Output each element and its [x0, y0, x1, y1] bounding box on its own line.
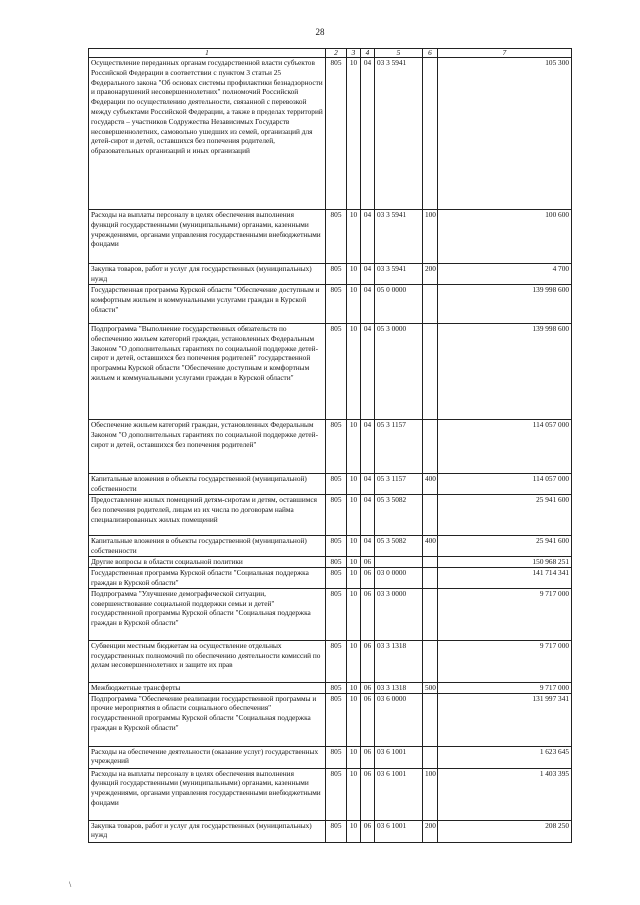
table-row — [89, 58, 572, 210]
subsection-code: 06 — [361, 693, 375, 746]
target-article-code: 03 3 0000 — [375, 588, 423, 640]
subsection-code: 06 — [361, 567, 375, 588]
target-article-code: 03 6 1001 — [375, 820, 423, 842]
target-article-code: 05 3 1157 — [375, 420, 423, 474]
budget-table — [88, 48, 572, 843]
table-header-row — [89, 49, 572, 58]
target-article-code: 03 3 5941 — [375, 210, 423, 264]
ministry-code: 805 — [326, 474, 347, 495]
section-code: 10 — [347, 324, 361, 420]
table-row — [89, 420, 572, 474]
subsection-code: 06 — [361, 640, 375, 682]
subsection-code: 06 — [361, 557, 375, 568]
target-article-code: 03 3 5941 — [375, 264, 423, 285]
section-code: 10 — [347, 640, 361, 682]
row-name: Закупка товаров, работ и услуг для государственных (муниципальных) нужд — [89, 820, 326, 842]
table-row — [89, 682, 572, 693]
section-code: 10 — [347, 588, 361, 640]
subsection-code: 06 — [361, 746, 375, 768]
table-row — [89, 746, 572, 768]
ministry-code: 805 — [326, 536, 347, 557]
ministry-code: 805 — [326, 768, 347, 820]
ministry-code: 805 — [326, 588, 347, 640]
section-code: 10 — [347, 210, 361, 264]
col-header-5: 5 — [375, 49, 423, 58]
subsection-code: 06 — [361, 588, 375, 640]
target-article-code: 03 6 1001 — [375, 746, 423, 768]
col-header-4: 4 — [361, 49, 375, 58]
col-header-3: 3 — [347, 49, 361, 58]
subsection-code: 06 — [361, 820, 375, 842]
amount: 131 997 341 — [438, 693, 572, 746]
table-row — [89, 210, 572, 264]
amount: 9 717 000 — [438, 682, 572, 693]
section-code: 10 — [347, 557, 361, 568]
section-code: 10 — [347, 768, 361, 820]
section-code: 10 — [347, 682, 361, 693]
row-name: Расходы на выплаты персоналу в целях обеспечения выполнения функций государственными (муниципальными) органами, казенными учреждениями, органами управления государственными внебюджетными фондами — [89, 210, 326, 264]
ministry-code: 805 — [326, 210, 347, 264]
ministry-code: 805 — [326, 693, 347, 746]
expense-type-code — [423, 693, 438, 746]
section-code: 10 — [347, 746, 361, 768]
expense-type-code — [423, 495, 438, 536]
target-article-code: 03 3 5941 — [375, 58, 423, 210]
ministry-code: 805 — [326, 682, 347, 693]
target-article-code: 05 3 5082 — [375, 536, 423, 557]
subsection-code: 04 — [361, 420, 375, 474]
table-row — [89, 324, 572, 420]
row-name: Субвенции местным бюджетам на осуществление отдельных государственных полномочий по обеспечению деятельности комиссий по делам несовершеннолетних и защите их прав — [89, 640, 326, 682]
row-name: Государственная программа Курской области "Обеспечение доступным и комфортным жильем и коммунальными услугами граждан в Курской области" — [89, 285, 326, 324]
section-code: 10 — [347, 820, 361, 842]
subsection-code: 04 — [361, 474, 375, 495]
ministry-code: 805 — [326, 324, 347, 420]
page-number: 28 — [315, 27, 325, 37]
table-row — [89, 768, 572, 820]
expense-type-code — [423, 420, 438, 474]
target-article-code — [375, 557, 423, 568]
expense-type-code — [423, 588, 438, 640]
ministry-code: 805 — [326, 420, 347, 474]
target-article-code: 03 6 0000 — [375, 693, 423, 746]
row-name: Предоставление жилых помещений детям-сиротам и детям, оставшимся без попечения родителей, лицам из их числа по договорам найма специализированных жилых помещений — [89, 495, 326, 536]
col-header-1: 1 — [89, 49, 326, 58]
expense-type-code: 400 — [423, 536, 438, 557]
target-article-code: 03 0 0000 — [375, 567, 423, 588]
row-name: Обеспечение жильем категорий граждан, установленных Федеральным Законом "О дополнительных гарантиях по социальной поддержке детей-сирот и детей, оставшихся без попечения родителей" — [89, 420, 326, 474]
target-article-code: 05 3 5082 — [375, 495, 423, 536]
row-name: Подпрограмма "Обеспечение реализации государственной программы и прочие мероприятия в области социального обеспечения" государственной программы Курской области "Социальная поддержка граждан в Курской области" — [89, 693, 326, 746]
amount: 9 717 000 — [438, 588, 572, 640]
table-row — [89, 567, 572, 588]
section-code: 10 — [347, 495, 361, 536]
expense-type-code: 500 — [423, 682, 438, 693]
amount: 1 623 645 — [438, 746, 572, 768]
ministry-code: 805 — [326, 285, 347, 324]
section-code: 10 — [347, 536, 361, 557]
section-code: 10 — [347, 567, 361, 588]
amount: 114 057 000 — [438, 474, 572, 495]
expense-type-code — [423, 285, 438, 324]
table-row — [89, 536, 572, 557]
ministry-code: 805 — [326, 567, 347, 588]
subsection-code: 04 — [361, 58, 375, 210]
col-header-7: 7 — [438, 49, 572, 58]
subsection-code: 04 — [361, 536, 375, 557]
row-name: Закупка товаров, работ и услуг для государственных (муниципальных) нужд — [89, 264, 326, 285]
subsection-code: 06 — [361, 768, 375, 820]
row-name: Осуществление переданных органам государственной власти субъектов Российской Федерации в соответствии с пунктом 3 статьи 25 Федерального закона "Об основах системы профилактики безнадзорности и правонарушений несовершеннолетних" полномочий Российской Федерации по осуществлению деятельности, связанной с перевозкой между субъектами Российской Федерации, а также в пределах территорий государств – участников Содружества Независимых Государств несовершеннолетних, самовольно ушедших из семей, организаций для детей-сирот и детей, оставшихся без попечения родителей, образовательных организаций и иных организаций — [89, 58, 326, 210]
amount: 139 998 600 — [438, 324, 572, 420]
amount: 208 250 — [438, 820, 572, 842]
section-code: 10 — [347, 474, 361, 495]
row-name: Государственная программа Курской области "Социальная поддержка граждан в Курской области" — [89, 567, 326, 588]
subsection-code: 04 — [361, 285, 375, 324]
target-article-code: 05 0 0000 — [375, 285, 423, 324]
subsection-code: 04 — [361, 495, 375, 536]
expense-type-code — [423, 746, 438, 768]
ministry-code: 805 — [326, 746, 347, 768]
row-name: Подпрограмма "Улучшение демографической ситуации, совершенствование социальной поддержки семьи и детей" государственной программы Курской области "Социальная поддержка граждан в Курской области" — [89, 588, 326, 640]
section-code: 10 — [347, 420, 361, 474]
table-row — [89, 495, 572, 536]
expense-type-code — [423, 640, 438, 682]
target-article-code: 03 3 1318 — [375, 682, 423, 693]
amount: 25 941 600 — [438, 536, 572, 557]
expense-type-code — [423, 567, 438, 588]
subsection-code: 06 — [361, 682, 375, 693]
target-article-code: 03 3 1318 — [375, 640, 423, 682]
section-code: 10 — [347, 693, 361, 746]
amount: 141 714 341 — [438, 567, 572, 588]
table-row — [89, 264, 572, 285]
col-header-2: 2 — [326, 49, 347, 58]
expense-type-code: 400 — [423, 474, 438, 495]
row-name: Расходы на выплаты персоналу в целях обеспечения выполнения функций государственными (муниципальными) органами, казенными учреждениями, органами управления государственными внебюджетными фондами — [89, 768, 326, 820]
table-row — [89, 693, 572, 746]
table-row — [89, 640, 572, 682]
expense-type-code: 100 — [423, 210, 438, 264]
amount: 105 300 — [438, 58, 572, 210]
target-article-code: 05 3 1157 — [375, 474, 423, 495]
table-row — [89, 588, 572, 640]
ministry-code: 805 — [326, 264, 347, 285]
amount: 4 700 — [438, 264, 572, 285]
subsection-code: 04 — [361, 324, 375, 420]
table-row — [89, 557, 572, 568]
table-row — [89, 474, 572, 495]
target-article-code: 03 6 1001 — [375, 768, 423, 820]
section-code: 10 — [347, 264, 361, 285]
subsection-code: 04 — [361, 264, 375, 285]
section-code: 10 — [347, 285, 361, 324]
section-code: 10 — [347, 58, 361, 210]
amount: 25 941 600 — [438, 495, 572, 536]
ministry-code: 805 — [326, 820, 347, 842]
subsection-code: 04 — [361, 210, 375, 264]
row-name: Подпрограмма "Выполнение государственных обязательств по обеспечению жильем категорий граждан, установленных Федеральным Законом "О дополнительных гарантиях по социальной поддержке детей-сирот и детей, оставшихся без попечения родителей" государственной программы Курской области "Обеспечение доступным и комфортным жильем и коммунальными услугами граждан в Курской области" — [89, 324, 326, 420]
table-row — [89, 820, 572, 842]
scan-mark: \ — [69, 880, 72, 889]
amount: 100 600 — [438, 210, 572, 264]
row-name: Межбюджетные трансферты — [89, 682, 326, 693]
col-header-6: 6 — [423, 49, 438, 58]
table-row — [89, 285, 572, 324]
expense-type-code — [423, 557, 438, 568]
expense-type-code: 200 — [423, 264, 438, 285]
expense-type-code: 100 — [423, 768, 438, 820]
ministry-code: 805 — [326, 495, 347, 536]
row-name: Другие вопросы в области социальной политики — [89, 557, 326, 568]
amount: 114 057 000 — [438, 420, 572, 474]
expense-type-code: 200 — [423, 820, 438, 842]
amount: 9 717 000 — [438, 640, 572, 682]
ministry-code: 805 — [326, 58, 347, 210]
expense-type-code — [423, 324, 438, 420]
target-article-code: 05 3 0000 — [375, 324, 423, 420]
ministry-code: 805 — [326, 640, 347, 682]
amount: 150 968 251 — [438, 557, 572, 568]
row-name: Капитальные вложения в объекты государственной (муниципальной) собственности — [89, 474, 326, 495]
row-name: Капитальные вложения в объекты государственной (муниципальной) собственности — [89, 536, 326, 557]
expense-type-code — [423, 58, 438, 210]
ministry-code: 805 — [326, 557, 347, 568]
amount: 1 403 395 — [438, 768, 572, 820]
row-name: Расходы на обеспечение деятельности (оказание услуг) государственных учреждений — [89, 746, 326, 768]
amount: 139 998 600 — [438, 285, 572, 324]
